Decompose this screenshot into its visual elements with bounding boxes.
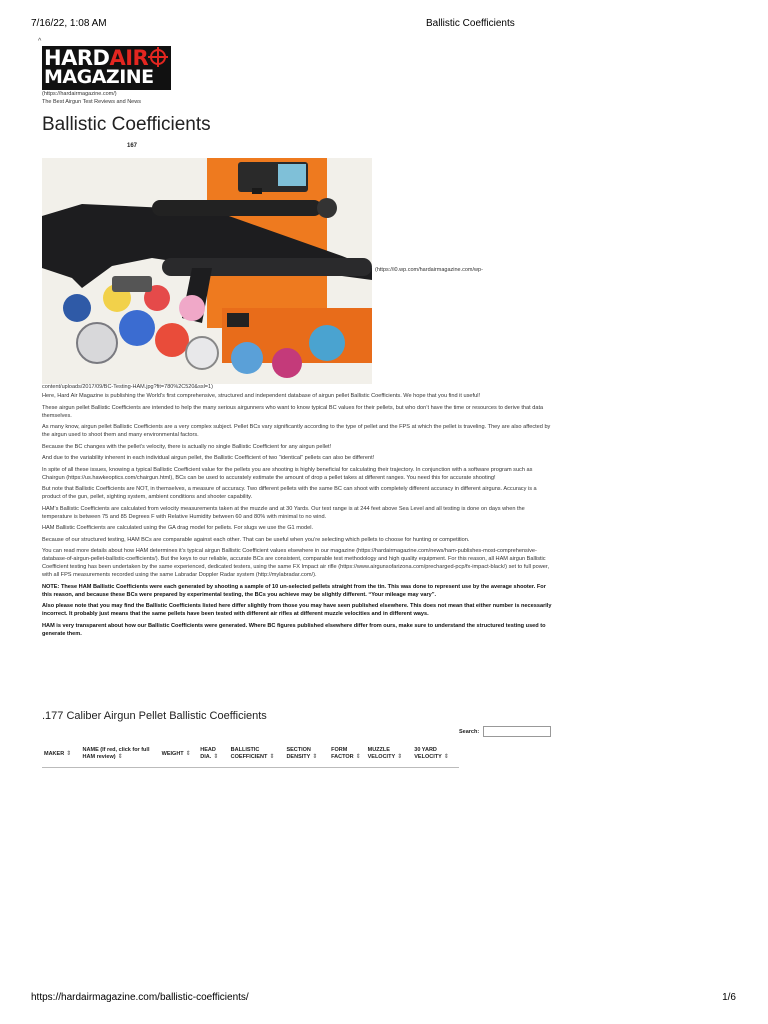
print-page-number: 1/6	[722, 992, 736, 1003]
sort-arrows-icon[interactable]: ⇕	[185, 751, 191, 758]
sort-arrows-icon[interactable]: ⇕	[269, 754, 275, 761]
paragraph: HAM Ballistic Coefficients are calculated using the GA drag model for pellets. For slugs we use the G1 model.	[42, 525, 314, 531]
hero-image-link[interactable]: (https://i0.wp.com/hardairmagazine.com/wp-	[375, 267, 483, 273]
table-header-row	[42, 741, 459, 767]
crosshair-icon	[150, 49, 166, 65]
paragraph: And due to the variability inherent in each individual airgun pellet, the Ballistic Coefficient of two “identical” pellets can also be different!	[42, 455, 375, 461]
paragraph: Because of our structured testing, HAM BCs are comparable against each other. That can be useful when you’re selecting which pellets to choose for hunting or competition.	[42, 536, 470, 543]
print-title: Ballistic Coefficients	[426, 18, 515, 29]
sort-arrows-icon[interactable]: ⇕	[66, 751, 72, 758]
hero-image[interactable]	[42, 158, 372, 384]
hero-illustration	[42, 158, 372, 384]
paragraph: In spite of all these issues, knowing a typical Ballistic Coefficient value for the pellets you are shooting is highly beneficial for calculating their trajectory. In conjunction with a software program such as Chairgun (https://us.hawkeoptics.com/chairgun.html), BCs can be used to accurately estimate the amount of drop a pellet takes at different ranges. You need this for accurate shooting!	[42, 466, 533, 481]
col-ballistic-coefficient[interactable]: BALLISTIC COEFFICIENT ⇕	[229, 741, 285, 767]
sort-arrows-icon[interactable]: ⇕	[213, 754, 219, 761]
page-title: Ballistic Coefficients	[42, 114, 211, 135]
paragraph: Here, Hard Air Magazine is publishing the World’s first comprehensive, structured and independent database of airgun pellet Ballistic Coefficients. We hope that you find it useful!	[42, 393, 481, 399]
col-30-yard-velocity[interactable]: 30 YARD VELOCITY ⇕	[412, 741, 459, 767]
paragraph: Because the BC changes with the pellet’s velocity, there is actually no single Ballistic Coefficient for any airgun pellet!	[42, 443, 332, 450]
caret-icon: ^	[38, 38, 42, 45]
print-footer	[31, 992, 736, 1006]
paragraph: But note that Ballistic Coefficients are NOT, in themselves, a measure of accuracy. Two different pellets with the same BC can shoot with completely different accuracy in different airguns. Accuracy is a product of the gun, pellet, sighting system, ambient conditions and shooter capability.	[42, 486, 537, 500]
print-url: https://hardairmagazine.com/ballistic-coefficients/	[31, 992, 249, 1003]
search-input[interactable]	[483, 726, 551, 737]
table-search	[459, 726, 551, 737]
col-weight[interactable]: WEIGHT ⇕	[160, 741, 199, 767]
col-form-factor[interactable]: FORM FACTOR ⇕	[329, 741, 366, 767]
col-maker[interactable]: MAKER ⇕	[42, 741, 81, 767]
logo-line1: HARDAIR	[44, 46, 149, 70]
section-title: .177 Caliber Airgun Pellet Ballistic Coefficients	[42, 710, 267, 722]
note-paragraph: HAM is very transparent about how our Ballistic Coefficients were generated. Where BC figures published elsewhere differ from ours, make sure to understand the structured testing used to generate them.	[42, 622, 546, 637]
site-tagline: The Best Airgun Test Reviews and News	[42, 99, 141, 105]
sort-arrows-icon[interactable]: ⇕	[312, 754, 318, 761]
sort-arrows-icon[interactable]: ⇕	[117, 754, 123, 761]
sort-arrows-icon[interactable]: ⇕	[355, 754, 361, 761]
logo-url[interactable]: (https://hardairmagazine.com/)	[42, 91, 117, 97]
paragraph: You can read more details about how HAM determines it’s typical airgun Ballistic Coefficient values elsewhere in our magazine (https://hardairmagazine.com/news/ham-publishes-most-comprehensive-database-of-airgun-pellet-ballistic-coefficients/). But the keys to our reliable, accurate BCs are consistent, comparable test methodology and high quality equipment. For this reason, all HAM airgun Ballistic Coefficient testing has been undertaken by the same experienced, dedicated testers, using the same FX Impact air rifle (https://www.airgunsofarizona.com/precharged-pcp/fx-impact-black/) set to full power, with all FPS measurements recorded using the same Labradar Doppler Radar system (http://mylabradar.com/).	[42, 548, 550, 578]
print-header	[31, 18, 736, 32]
print-datetime: 7/16/22, 1:08 AM	[31, 18, 107, 29]
col-head-dia[interactable]: HEAD DIA. ⇕	[198, 741, 228, 767]
col-muzzle-velocity[interactable]: MUZZLE VELOCITY ⇕	[366, 741, 413, 767]
article-body	[42, 392, 552, 641]
col-section-density[interactable]: SECTION DENSITY ⇕	[284, 741, 329, 767]
sort-arrows-icon[interactable]: ⇕	[397, 754, 403, 761]
caliber-label: 167	[127, 143, 138, 149]
hero-image-link-cont[interactable]: content/uploads/2017/09/BC-Testing-HAM.jpg?fit=780%2C520&ssl=1)	[42, 384, 213, 390]
sort-arrows-icon[interactable]: ⇕	[443, 754, 449, 761]
paragraph: These airgun pellet Ballistic Coefficients are intended to help the many serious airgunners who want to know typical BC values for their pellets, but who don’t have the time or resources to derive that data themselves.	[42, 404, 544, 419]
note-paragraph: NOTE: These HAM Ballistic Coefficients were each generated by shooting a sample of 10 un-selected pellets straight from the tin. This was done to represent use by the average shooter. For this reason, and because these BCs were prepared by experimental testing, the BCs you achieve may be slightly different. “Your mileage may vary”.	[42, 583, 546, 598]
col-name[interactable]: NAME (If red, click for full HAM review) ⇕	[81, 741, 160, 767]
search-label: Search:	[459, 728, 480, 735]
site-logo[interactable]	[42, 46, 171, 90]
logo-line2: MAGAZINE	[44, 66, 154, 88]
paragraph: As many know, airgun pellet Ballistic Coefficients are a very complex subject. Pellet BCs vary significantly according to the type of pellet and the FPS at which the pellet is traveling. They are also affected by the airgun used to shoot them and many environmental factors.	[42, 424, 551, 438]
paragraph: HAM’s Ballistic Coefficients are calculated from velocity measurements taken at the muzzle and at 30 Yards. Our test range is at 244 feet above Sea Level and all testing is done on days when the temperature is between 75 and 85 Degrees F with Relative Humidity between 60 and 80% with minimal to no wind.	[42, 505, 525, 520]
bc-table	[42, 741, 459, 768]
note-paragraph: Also please note that you may find the Ballistic Coefficients listed here differ slightly from those you may have seen published elsewhere. This does not mean that either number is necessarily incorrect. It probably just means that the same pellets have been tested with different air rifles at different muzzle velocities and in different ways.	[42, 603, 552, 617]
